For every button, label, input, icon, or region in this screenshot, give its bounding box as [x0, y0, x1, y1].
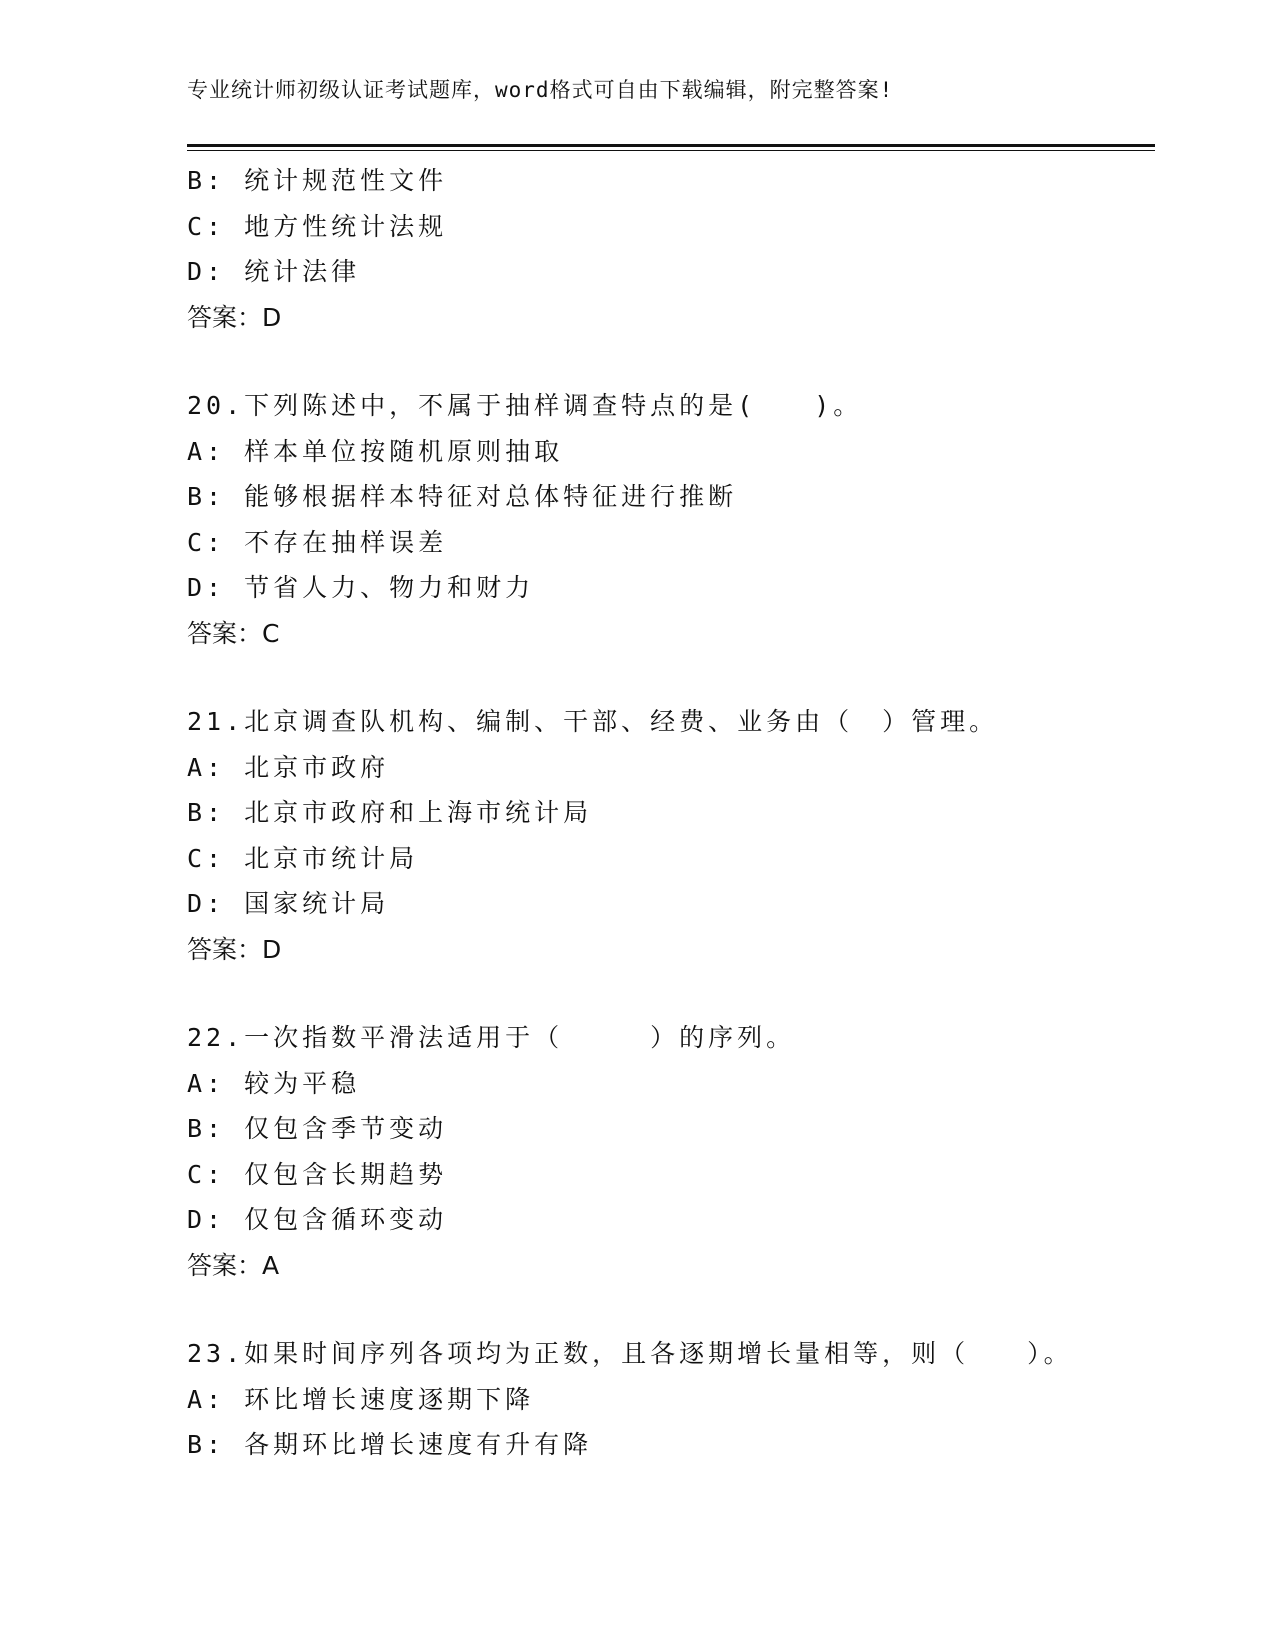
- option-d: D: 仅包含循环变动: [187, 1205, 448, 1234]
- option-d: D: 国家统计局: [187, 889, 390, 918]
- answer-line: 答案：D: [187, 934, 282, 964]
- option-c: C: 地方性统计法规: [187, 211, 448, 241]
- option-a: A: 北京市政府: [187, 752, 390, 782]
- question-stem: 20.下列陈述中，不属于抽样调查特点的是( )。: [187, 391, 863, 420]
- question-stem: 22.一次指数平滑法适用于（ ）的序列。: [187, 1023, 796, 1052]
- option-d: D: 统计法律: [187, 257, 361, 286]
- option-b: B: 北京市政府和上海市统计局: [187, 798, 593, 827]
- option-c: C: 不存在抽样误差: [187, 527, 448, 557]
- question-stem: 21.北京调查队机构、编制、干部、经费、业务由（ ）管理。: [187, 707, 999, 736]
- option-b: B: 统计规范性文件: [187, 166, 448, 195]
- option-b: B: 仅包含季节变动: [187, 1114, 448, 1143]
- option-c: C: 北京市统计局: [187, 843, 419, 873]
- option-b: B: 各期环比增长速度有升有降: [187, 1430, 593, 1459]
- question-20: [187, 383, 1155, 656]
- page-header: 专业统计师初级认证考试题库，word格式可自由下载编辑，附完整答案!: [187, 78, 894, 102]
- question-stem: 23.如果时间序列各项均为正数，且各逐期增长量相等，则（ ）。: [187, 1339, 1073, 1368]
- option-a: A: 环比增长速度逐期下降: [187, 1384, 535, 1414]
- option-a: A: 样本单位按随机原则抽取: [187, 436, 564, 466]
- answer-line: 答案：D: [187, 302, 282, 332]
- answer-line: 答案：C: [187, 618, 280, 648]
- answer-line: 答案：A: [187, 1250, 280, 1280]
- question-21: [187, 699, 1155, 972]
- header-divider-thin: [187, 150, 1155, 151]
- option-b: B: 能够根据样本特征对总体特征进行推断: [187, 482, 738, 511]
- question-fragment: [187, 158, 1155, 340]
- option-d: D: 节省人力、物力和财力: [187, 573, 535, 602]
- question-23: [187, 1331, 1155, 1468]
- question-list: [187, 158, 1155, 1468]
- option-a: A: 较为平稳: [187, 1068, 361, 1098]
- header-divider-thick: [187, 144, 1155, 147]
- option-c: C: 仅包含长期趋势: [187, 1159, 448, 1189]
- question-22: [187, 1015, 1155, 1288]
